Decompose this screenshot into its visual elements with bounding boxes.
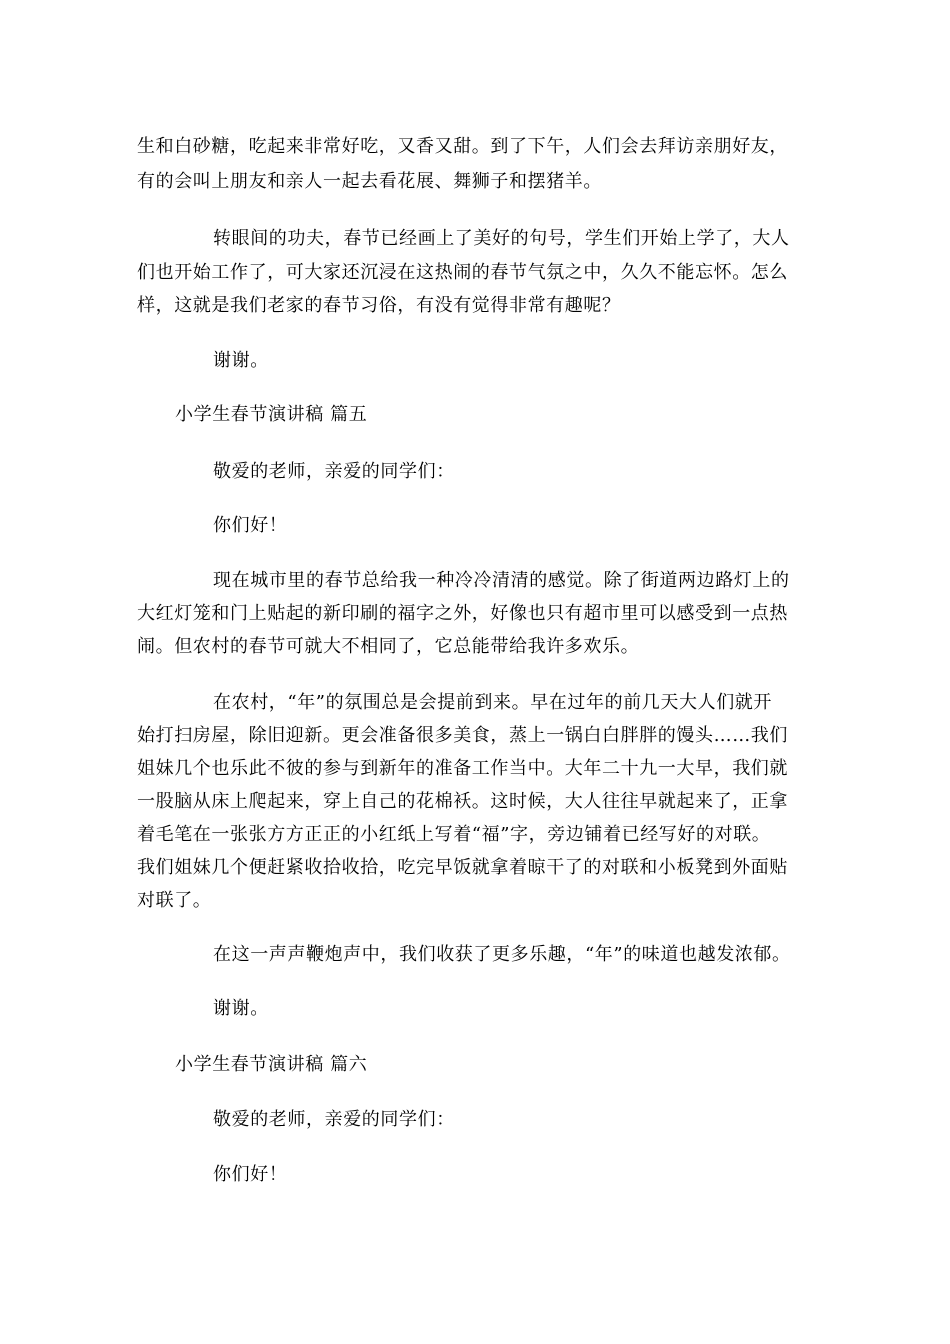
paragraph-line: 一股脑从床上爬起来，穿上自己的花棉袄。这时候，大人往往早就起来了，正拿	[137, 791, 788, 812]
paragraph-line: 样，这就是我们老家的春节习俗，有没有觉得非常有趣呢？	[137, 295, 621, 316]
paragraph-line: 闹。但农村的春节可就大不相同了，它总能带给我许多欢乐。	[137, 636, 640, 657]
paragraph-line: 现在城市里的春节总给我一种冷冷清清的感觉。除了街道两边路灯上的	[213, 570, 790, 591]
paragraph-line: 姐妹几个也乐此不彼的参与到新年的准备工作当中。大年二十九一大早，我们就	[137, 758, 788, 779]
paragraph-line: 着毛笔在一张张方方正正的小红纸上写着“福”字，旁边铺着已经写好的对联。	[137, 824, 771, 845]
paragraph-line: 生和白砂糖，吃起来非常好吃，又香又甜。到了下午，人们会去拜访亲朋好友，	[137, 136, 788, 157]
paragraph-line: 们也开始工作了，可大家还沉浸在这热闹的春节气氛之中，久久不能忘怀。怎么	[137, 262, 788, 283]
paragraph-line: 转眼间的功夫，春节已经画上了美好的句号，学生们开始上学了，大人	[213, 228, 790, 249]
section-heading: 小学生春节演讲稿 篇六	[175, 1054, 368, 1075]
paragraph-line: 始打扫房屋，除旧迎新。更会准备很多美食，蒸上一锅白白胖胖的馒头……我们	[137, 725, 788, 746]
section-heading: 小学生春节演讲稿 篇五	[175, 404, 368, 425]
paragraph-line: 在这一声声鞭炮声中，我们收获了更多乐趣，“年”的味道也越发浓郁。	[213, 944, 791, 965]
paragraph-line: 我们姐妹几个便赶紧收拾收拾，吃完早饭就拿着晾干了的对联和小板凳到外面贴	[137, 857, 788, 878]
salutation-line: 敬爱的老师，亲爱的同学们：	[213, 1109, 455, 1130]
salutation-line: 敬爱的老师，亲爱的同学们：	[213, 461, 455, 482]
paragraph-line: 大红灯笼和门上贴起的新印刷的福字之外，好像也只有超市里可以感受到一点热	[137, 603, 788, 624]
greeting-line: 你们好！	[213, 1164, 288, 1185]
paragraph-line: 在农村，“年”的氛围总是会提前到来。早在过年的前几天大人们就开	[213, 692, 773, 713]
greeting-line: 你们好！	[213, 515, 288, 536]
paragraph-line: 有的会叫上朋友和亲人一起去看花展、舞狮子和摆猪羊。	[137, 171, 602, 192]
closing-line: 谢谢。	[213, 998, 269, 1019]
closing-line: 谢谢。	[213, 350, 269, 371]
paragraph-line: 对联了。	[137, 890, 212, 911]
